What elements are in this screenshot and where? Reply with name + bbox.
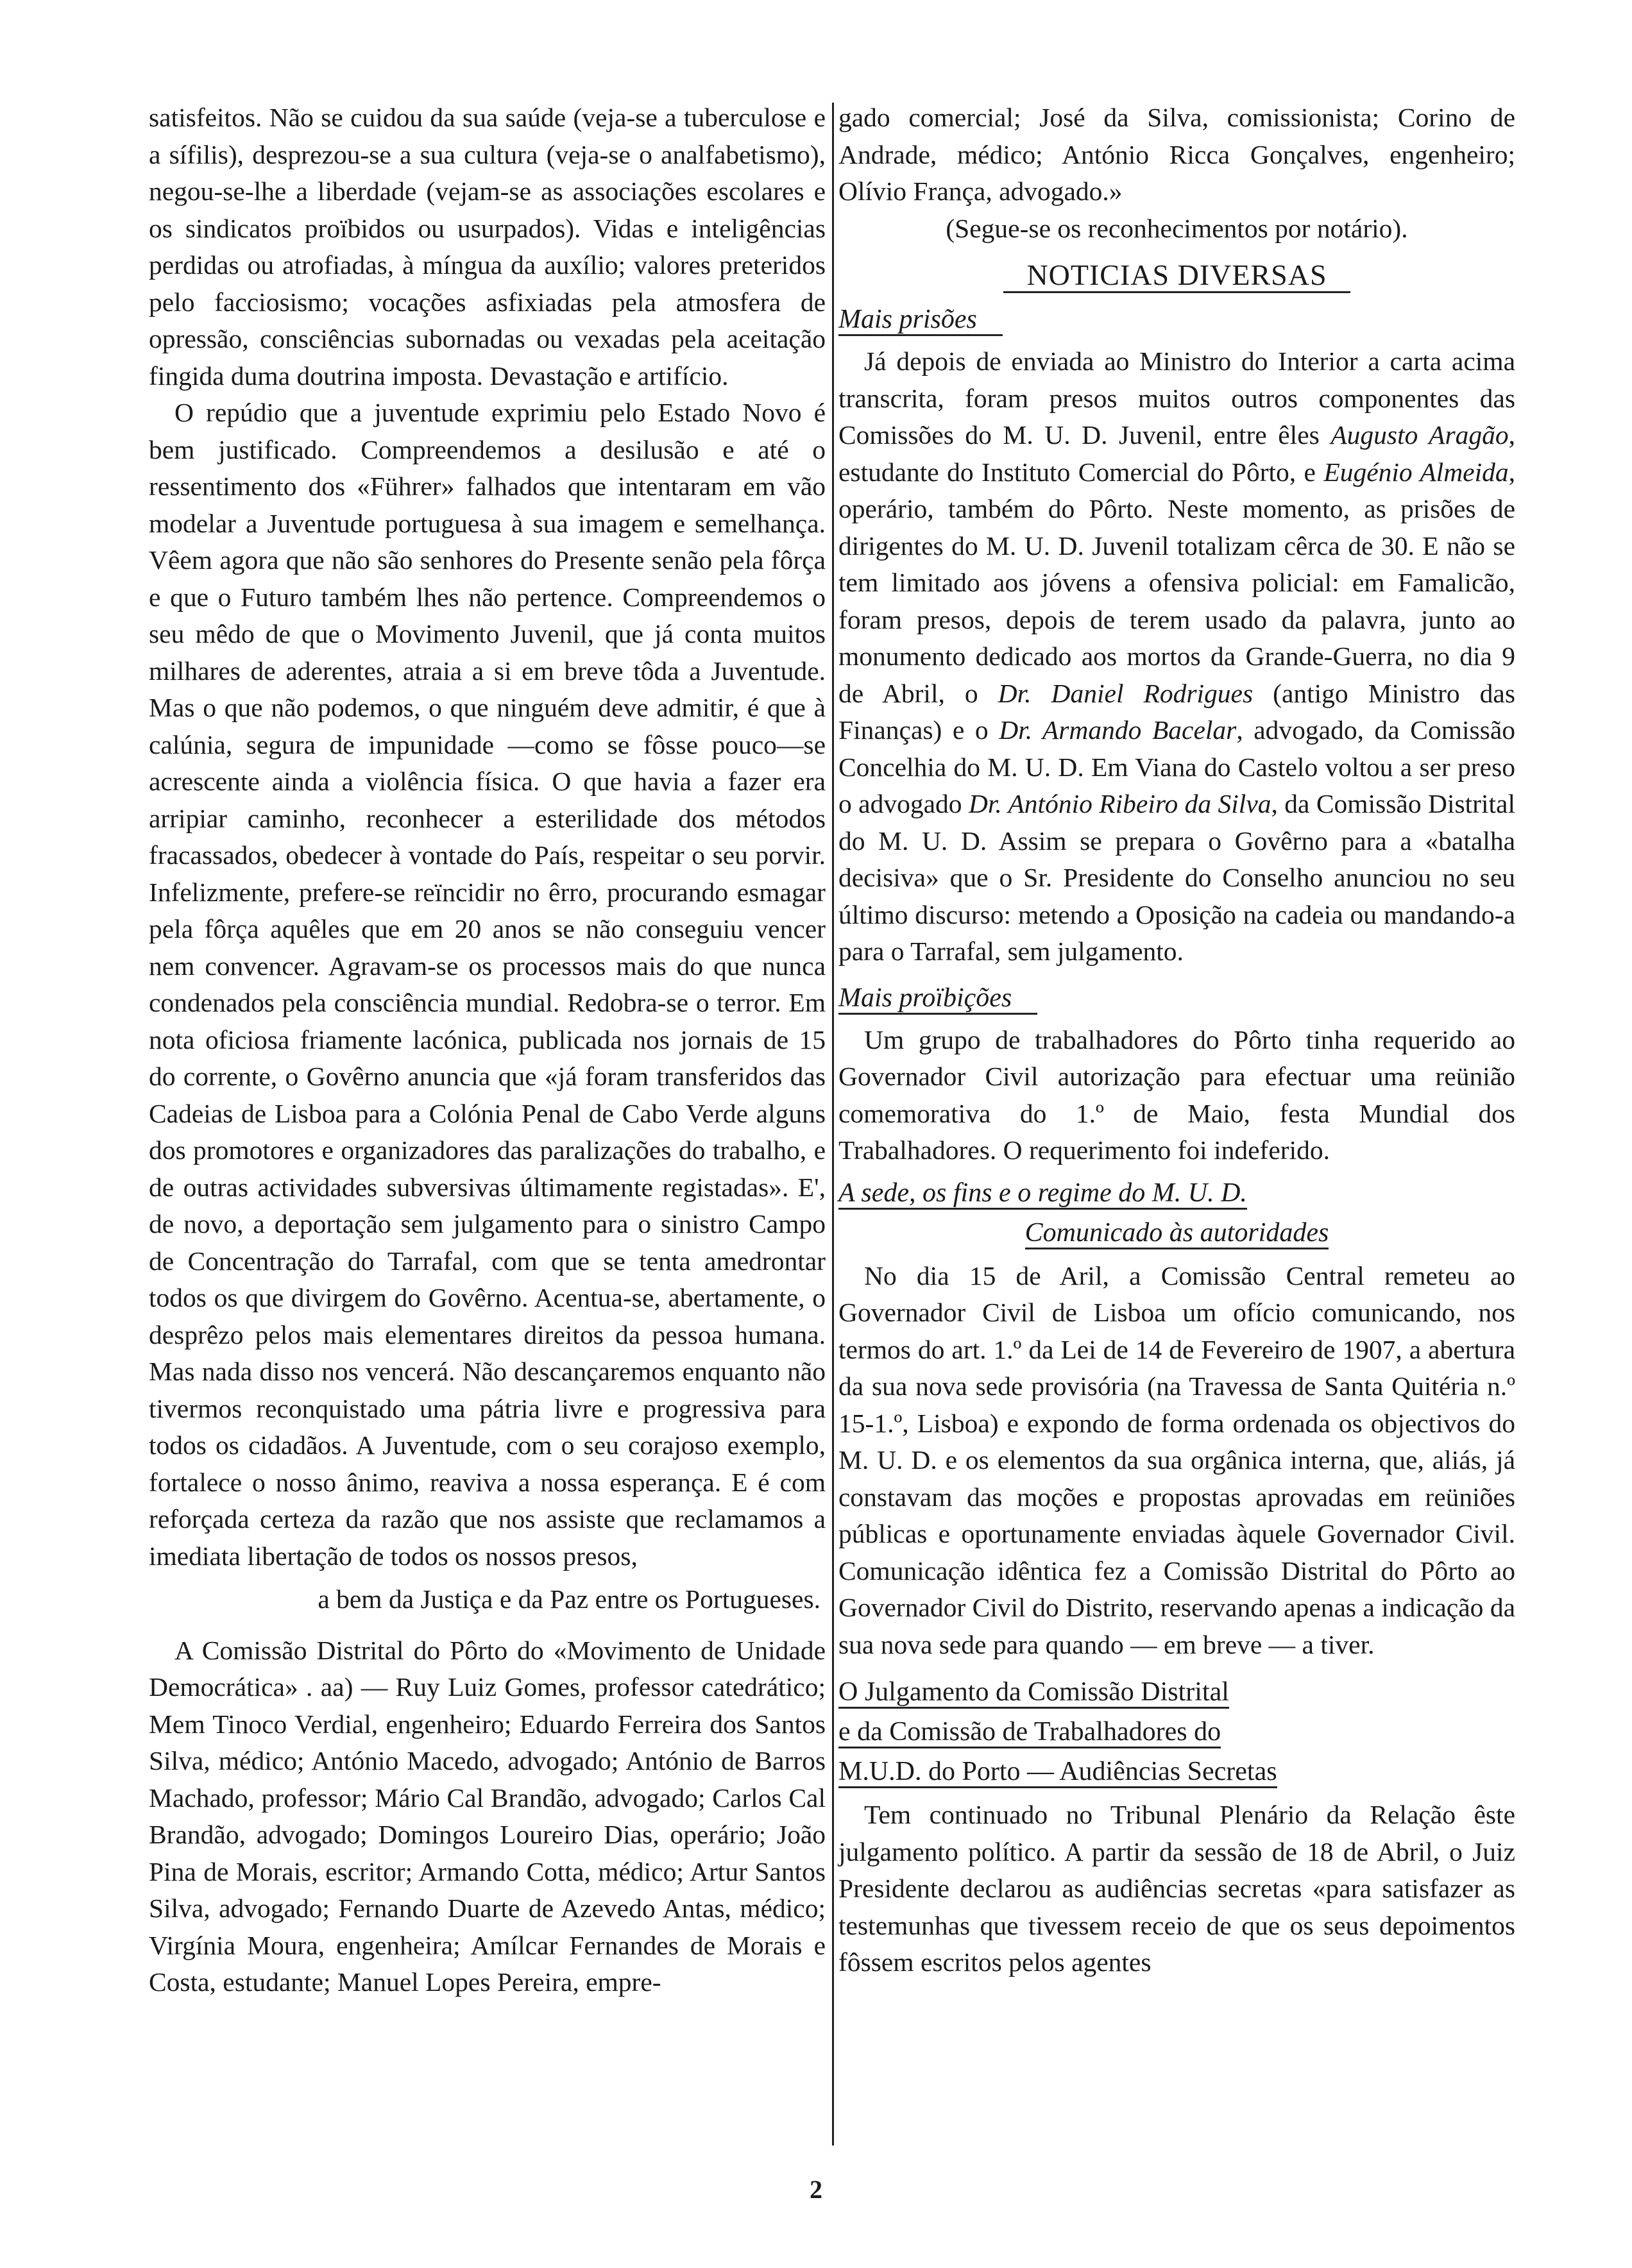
right-column [838,99,1515,1981]
article-mais-prisoes: Já depois de enviada ao Ministro do Interior a carta acima transcrita, foram presos muitos outros componentes das Comissões do M. U. D. Juvenil, entre êles Augusto Aragão, estudante do Instituto Comercial do Pôrto, e Eugénio Almeida, operário, também do Pôrto. Neste momento, as prisões de dirigentes do M. U. D. Juvenil totalizam cêrca de 30. E não se tem limitado aos jóvens a ofensiva policial: em Famalicão, foram presos, depois de terem usado da palavra, junto ao monumento dedicado aos mortos da Grande-Guerra, no dia 9 de Abril, o Dr. Daniel Rodrigues (antigo Ministro das Finanças) e o Dr. Armando Bacelar, advogado, da Comissão Concelhia do M. U. D. Em Viana do Castelo voltou a ser preso o advogado Dr. António Ribeiro da Silva, da Comissão Distrital do M. U. D. Assim se prepara o Govêrno para a «batalha decisiva» que o Sr. Presidente do Conselho anunciou no seu último discurso: metendo a Oposição na cadeia ou mandando-a para o Tarrafal, sem julgamento. [838,346,1516,966]
person-name: Dr. Daniel Rodrigues [998,678,1254,708]
subheading-mais-proibicoes: Mais proïbições [838,978,1515,1018]
page-number: 2 [810,2175,822,2204]
signatories-paragraph: A Comissão Distrital do Pôrto do «Movimento de Unidade Democrática» . aa) — Ruy Luiz Gomes, professor catedrático; Mem Tinoco Verdial, engenheiro; Eduardo Ferreira dos Santos Silva, médico; António Macedo, advogado; António de Barros Machado, professor; Mário Cal Brandão, advogado; Carlos Cal Brandão, advogado; Domingos Loureiro Dias, operário; João Pina de Morais, escritor; Armando Cotta, médico; Artur Santos Silva, advogado; Fernando Duarte de Azevedo Antas, médico; Virgínia Moura, engenheira; Amílcar Fernandes de Morais e Costa, estudante; Manuel Lopes Pereira, empre- [149,1635,826,1997]
signatories-continued: gado comercial; José da Silva, comissionista; Corino de Andrade, médico; António Ricca Gonçalves, engenheiro; Olívio França, advogado.» [838,103,1515,206]
article-mais-proibicoes: Um grupo de trabalhadores do Pôrto tinha requerido ao Governador Civil autorização para efectuar uma reünião comemorativa do 1.º de Maio, festa Mundial dos Trabalhadores. O requerimento foi indeferido. [838,1024,1515,1165]
left-paragraph-2: O repúdio que a juventude exprimiu pelo Estado Novo é bem justificado. Compreendemos a desilusão e até o ressentimento dos «Führer» falhados que intentaram em vão modelar a Juventude portuguesa à sua imagem e semelhança. Vêem agora que não são senhores do Presente senão pela fôrça e que o Futuro também lhes não pertence. Compreendemos o seu mêdo de que o Movimento Juvenil, que já conta muitos milhares de aderentes, atraia a si em breve tôda a Juventude. Mas o que não podemos, o que ninguém deve admitir, é que à calúnia, segura de impunidade —como se fôsse pouco—se acrescente ainda a violência física. O que havia a fazer era arripiar caminho, reconhecer a esterilidade dos métodos fracassados, obedecer à vontade do País, respeitar o seu porvir. Infelizmente, prefere-se reïncidir no êrro, procurando esmagar pela fôrça aquêles que em 20 anos se não conseguiu vencer nem convencer. Agravam-se os processos mais do que nunca condenados pela consciência mundial. Redobra-se o terror. Em nota oficiosa friamente lacónica, publicada nos jornais de 15 do corrente, o Govêrno anuncia que «já foram transferidos das Cadeias de Lisboa para a Colónia Penal de Cabo Verde alguns dos promotores e organizadores das paralizações do trabalho, e de outras actividades subversivas últimamente registadas». E', de novo, a deportação sem julgamento para o sinistro Campo de Concentração do Tarrafal, com que se tenta amedrontar todos os que divirgem do Govêrno. Acentua-se, abertamente, o desprêzo pelos mais elementares direitos da pessoa humana. Mas nada disso nos vencerá. Não descançaremos enquanto não tivermos reconquistado uma pátria livre e progressiva para todos os cidadãos. A Juventude, com o seu corajoso exemplo, fortalece o nosso ânimo, reaviva a nossa esperança. E é com reforçada certeza da razão que nos assiste que reclamamos a imediata libertação de todos os nossos presos, [149,398,826,1571]
subheading-mais-prisoes: Mais prisões [838,300,1515,339]
person-name: Dr. António Ribeiro da Silva [968,789,1271,818]
person-name: Dr. Armando Bacelar [999,715,1237,745]
subheading-julgamento: O Julgamento da Comissão Distrital e da Comissão de Trabalhadores do M.U.D. do Porto — Audiências Secretas [838,1672,1515,1791]
notary-note: (Segue-se os reconhecimentos por notário). [946,213,1408,243]
person-name: Augusto Aragão [1330,420,1509,450]
article-julgamento: Tem continuado no Tribunal Plenário da Relação êste julgamento político. A partir da sessão de 18 de Abril, o Juiz Presidente declarou as audiências secretas «para satisfazer as testemunhas que tivessem receio de que os seus depoimentos fôssem escritos pelos agentes [838,1800,1515,1977]
left-column [149,99,826,2001]
section-title: NOTICIAS DIVERSAS [838,252,1515,298]
article-sede-fins: No dia 15 de Aril, a Comissão Central remeteu ao Governador Civil de Lisboa um ofício comunicando, nos termos do art. 1.º da Lei de 14 de Fevereiro de 1907, a abertura da sua nova sede provisória (na Travessa de Santa Quitéria n.º 15-1.º, Lisboa) e expondo de forma ordenada os objectivos do M. U. D. e os elementos da sua orgânica interna, que, aliás, já constavam das moções e propostas aprovadas em reüniões públicas e oportunamente enviadas àquele Governador Civil. Comunicação idêntica fez a Comissão Distrital do Pôrto ao Governador Civil do Distrito, reservando apenas a indicação da sua nova sede para quando — em breve — a tiver. [838,1260,1515,1659]
left-paragraph-1: satisfeitos. Não se cuidou da sua saúde (veja-se a tuberculose e a sífilis), desprezou-se a sua cultura (veja-se o analfabetismo), negou-se-lhe a liberdade (vejam-se as associações escolares e os sindicatos proïbidos ou usurpados). Vidas e inteligências perdidas ou atrofiadas, à míngua da auxílio; valores preteridos pelo facciosismo; vocações asfixiadas pela atmosfera de opressão, consciências subornadas ou vexadas pela aceitação fingida duma doutrina imposta. Devastação e artifício. [149,103,826,391]
column-divider [832,103,834,2145]
person-name: Eugénio Almeida [1323,457,1509,487]
closing-line: a bem da Justiça e da Paz entre os Portugueses. [318,1584,820,1614]
subheading-sede-fins: A sede, os fins e o regime do M. U. D. Comunicado às autoridades [838,1173,1515,1253]
